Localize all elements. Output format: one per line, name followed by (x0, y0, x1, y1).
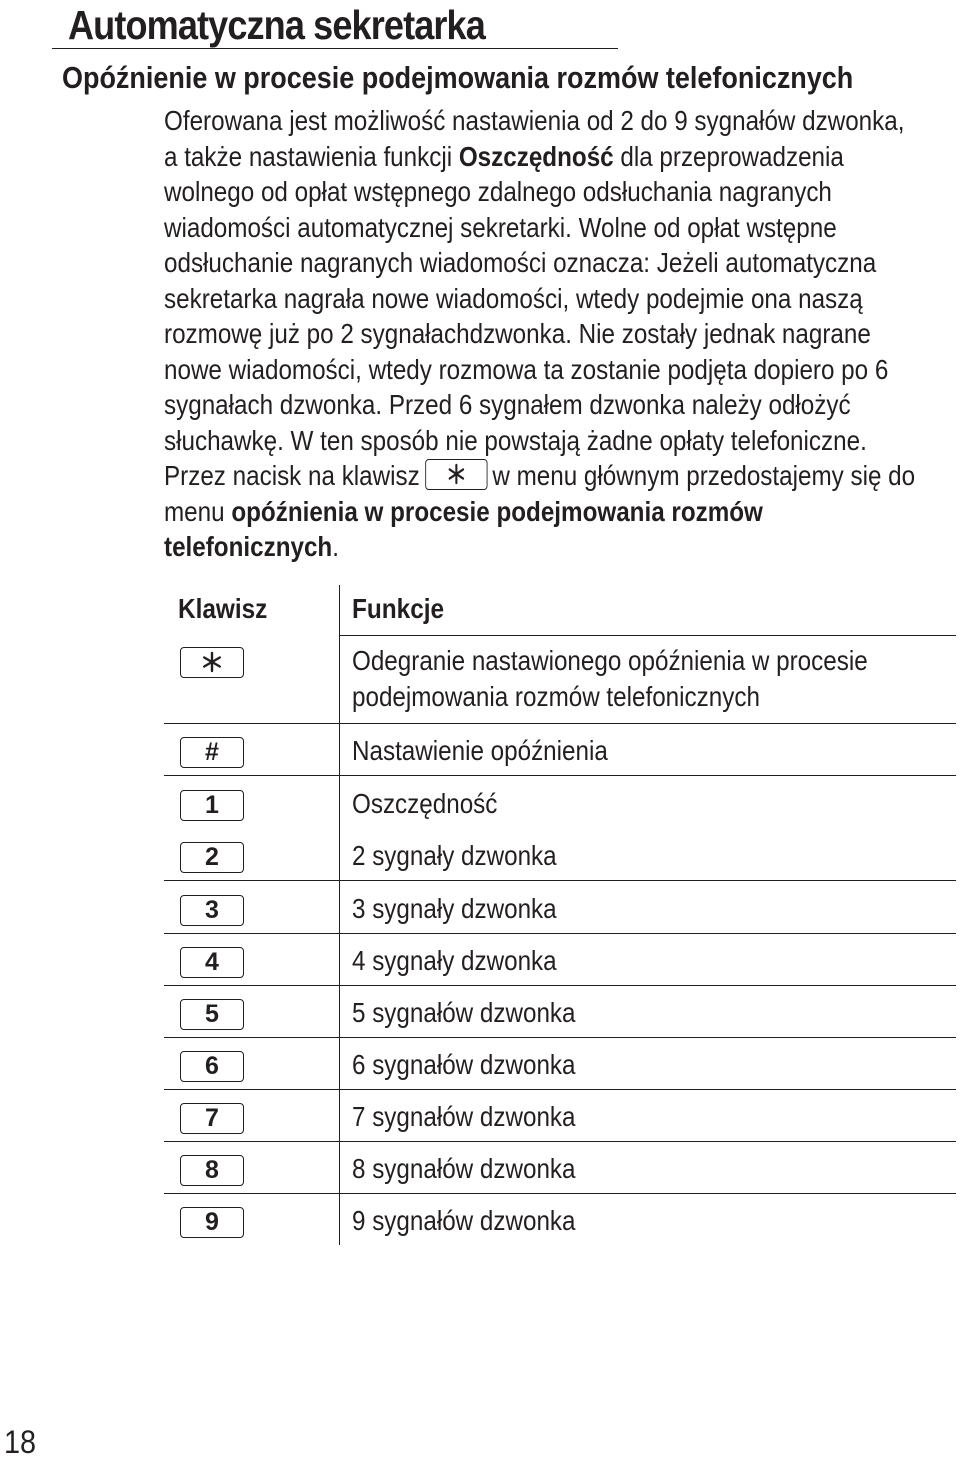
text-line: podejmowania rozmów telefonicznych (352, 681, 760, 712)
section-subtitle: Opóźnienie w procesie podejmowania rozmów telefonicznych (62, 60, 854, 95)
text-line: wolnego od opłat wstępnego zdalnego odsłuchania nagranych (164, 176, 832, 207)
text-line: odsłuchanie nagranych wiadomości oznacza: Jeżeli automatyczna (164, 247, 877, 278)
key-cap-8: 8 (180, 1155, 244, 1186)
function-text: 3 sygnały dzwonka (352, 893, 557, 924)
key-cap-hash: # (180, 737, 244, 768)
title-rule (52, 48, 618, 49)
text-run: a także nastawienia funkcji (164, 140, 459, 172)
asterisk-key-icon (180, 647, 244, 678)
row-rule (164, 1141, 956, 1142)
savings-term: Oszczędność (458, 140, 614, 172)
key-function-table (164, 585, 956, 1245)
text-run: w menu głównym przedostajemy się do (492, 460, 916, 491)
key-cap-6: 6 (180, 1051, 244, 1082)
row-rule (164, 933, 956, 934)
function-text: 7 sygnałów dzwonka (352, 1101, 576, 1132)
text-line: Odegranie nastawionego opóźnienia w procesie (352, 645, 868, 676)
key-cap-7: 7 (180, 1103, 244, 1134)
function-text: 8 sygnałów dzwonka (352, 1153, 576, 1184)
text-run: menu (164, 495, 232, 527)
text-line: sekretarka nagrała nowe wiadomości, wtedy podejmie ona naszą (164, 282, 863, 314)
key-cap-5: 5 (180, 999, 244, 1030)
asterisk-key-icon (425, 459, 487, 490)
text-line: nowe wiadomości, wtedy rozmowa ta zostanie podjęta dopiero po 6 (164, 353, 889, 385)
menu-term: telefonicznych (164, 531, 333, 562)
function-text: Oszczędność (352, 788, 498, 819)
text-line (164, 139, 951, 175)
menu-term: opóźnienia w procesie podejmowania rozmów (231, 495, 763, 527)
text-run: Przez nacisk na klawisz (164, 460, 420, 491)
page-title: Automatyczna sekretarka (68, 2, 485, 48)
text-line: rozmowę już po 2 sygnałachdzwonka. Nie zostały jednak nagrane (164, 318, 871, 349)
text-line (164, 529, 951, 565)
page-number: 18 (4, 1424, 37, 1460)
row-rule (164, 985, 956, 986)
key-cap-3: 3 (180, 895, 244, 926)
key-cap-2: 2 (180, 842, 244, 873)
text-run: dla przeprowadzenia (613, 140, 844, 172)
text-line (164, 458, 951, 494)
header-function: Funkcje (352, 593, 445, 624)
row-rule (164, 1193, 956, 1194)
header-rule (339, 635, 956, 636)
intro-paragraph-1 (164, 103, 951, 458)
key-cap-4: 4 (180, 947, 244, 978)
header-key: Klawisz (178, 593, 268, 624)
text-line: słuchawkę. W ten sposób nie powstają żadne opłaty telefoniczne. (164, 424, 867, 456)
function-text: 9 sygnałów dzwonka (352, 1205, 576, 1236)
row-rule (164, 775, 956, 776)
text-line: Oferowana jest możliwość nastawienia od 2 do 9 sygnałów dzwonka, (164, 105, 905, 136)
function-text: 6 sygnałów dzwonka (352, 1049, 576, 1080)
intro-paragraph-2 (164, 458, 951, 565)
key-cap-9: 9 (180, 1207, 244, 1238)
text-line (164, 494, 951, 530)
row-rule (164, 1089, 956, 1090)
row-rule (164, 1037, 956, 1038)
function-text: Nastawienie opóźnienia (352, 735, 608, 766)
text-line: wiadomości automatycznej sekretarki. Wolne od opłat wstępne (164, 211, 837, 243)
function-text: 5 sygnałów dzwonka (352, 997, 576, 1028)
key-cap-1: 1 (180, 790, 244, 821)
function-text (352, 643, 868, 715)
row-rule (164, 880, 956, 881)
row-rule (164, 723, 956, 724)
function-text: 4 sygnały dzwonka (352, 945, 557, 976)
text-line: sygnałach dzwonka. Przed 6 sygnałem dzwonka należy odłożyć (164, 389, 851, 420)
text-run: . (332, 531, 339, 562)
function-text: 2 sygnały dzwonka (352, 840, 557, 871)
intro-text (164, 103, 951, 565)
table-column-divider (339, 585, 340, 1245)
